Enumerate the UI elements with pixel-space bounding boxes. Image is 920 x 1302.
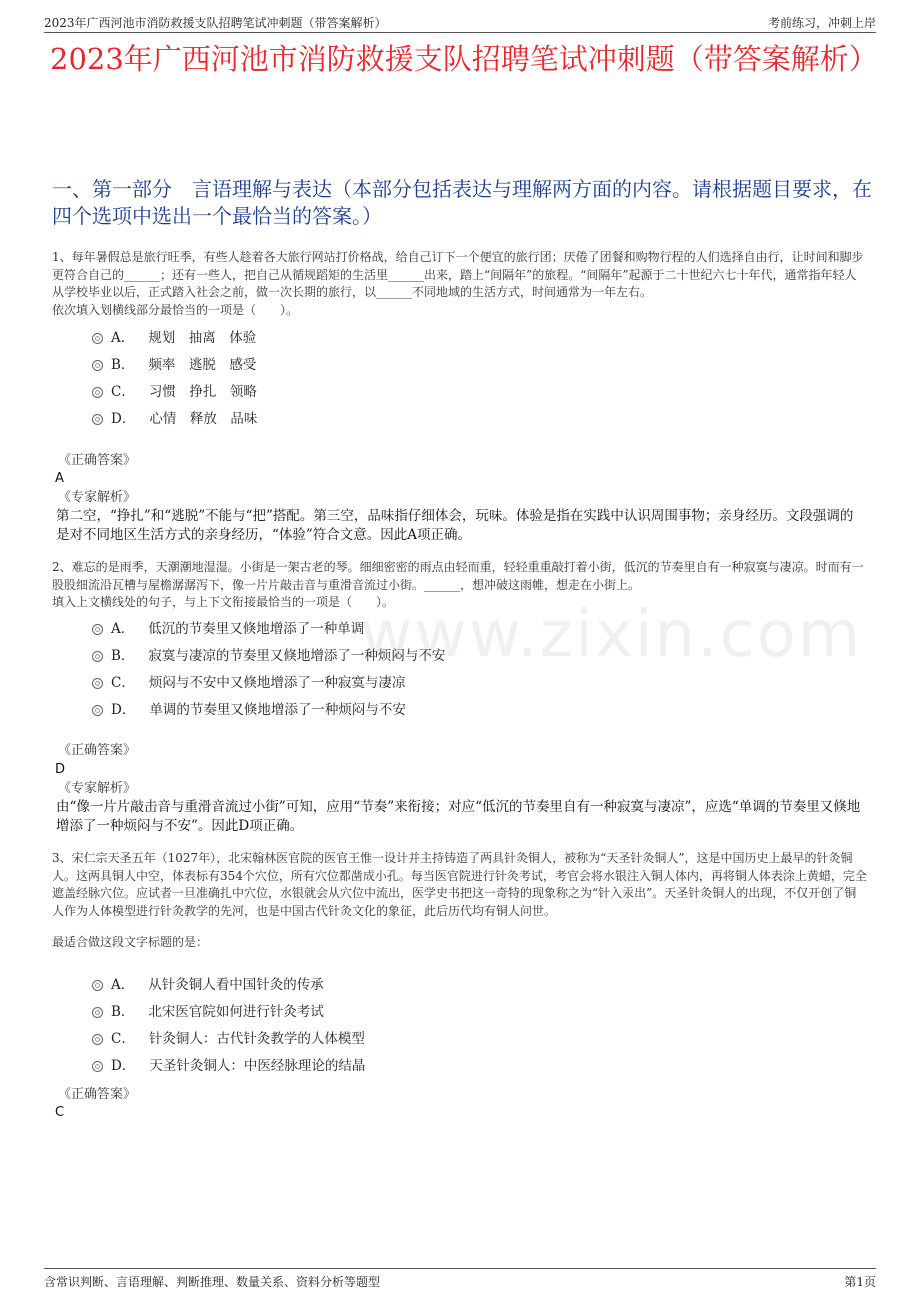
radio-icon[interactable] — [92, 705, 103, 716]
radio-icon[interactable] — [92, 360, 103, 371]
question-3-option-d[interactable]: D． 天圣针灸铜人：中医经脉理论的结晶 — [92, 1057, 365, 1075]
page-title: 2023年广西河池市消防救援支队招聘笔试冲刺题（带答案解析） — [50, 42, 878, 76]
answer-1: A — [55, 471, 64, 486]
radio-icon[interactable] — [92, 333, 103, 344]
question-1-option-b[interactable]: B． 频率 逃脱 感受 — [92, 356, 256, 374]
question-2-text — [52, 559, 868, 612]
explain-label-2: 《专家解析》 — [58, 781, 137, 796]
question-3-text — [52, 850, 868, 952]
header-slogan: 考前练习，冲刺上岸 — [767, 16, 876, 30]
question-1-body: 1、每年暑假总是旅行旺季，有些人趁着各大旅行网站打价格战，给自己订下一个便宜的旅行团；厌倦了团餐和购物行程的人们选择自由行，让时间和脚步更符合自己的______；还有一些人，把自己从循规蹈矩的生活里______出来，踏上“间隔年”的旅程。“间隔年”起源于二十世纪六七十年代，通常指年轻人从学校毕业以后，正式踏入社会之前，做一次长期的旅行，以______不同地域的生活方式，时间通常为一年左右。 — [52, 250, 864, 299]
radio-icon[interactable] — [92, 624, 103, 635]
radio-icon[interactable] — [92, 651, 103, 662]
question-2-body: 2、难忘的是雨季，天潮潮地湿湿。小街是一架古老的琴。细细密密的雨点由轻而重，轻轻重重敲打着小街，低沉的节奏里自有一种寂寞与凄凉。时而有一股股细流沿瓦槽与屋檐潺潺泻下，像一片片敲击音与重滑音流过小街。______，想冲破这雨帷，想走在小街上。 — [52, 560, 864, 592]
watermark: www.zixin.com — [360, 598, 863, 672]
explanation-2: 由“像一片片敲击音与重滑音流过小街”可知，应用“节奏”来衔接；对应“低沉的节奏里自有一种寂寞与凄凉”，应选“单调的节奏里又倏地增添了一种烦闷与不安”。因此D项正确。 — [56, 799, 861, 834]
section-heading: 一、第一部分 言语理解与表达（本部分包括表达与理解两方面的内容。请根据题目要求，在四个选项中选出一个最恰当的答案。） — [52, 177, 872, 228]
question-2-option-b[interactable]: B． 寂寞与凄凉的节奏里又倏地增添了一种烦闷与不安 — [92, 647, 445, 665]
question-1-text — [52, 249, 868, 319]
question-1-prompt: 依次填入划横线部分最恰当的一项是（ ）。 — [52, 302, 299, 317]
question-1-option-a[interactable]: A． 规划 抽离 体验 — [92, 329, 256, 347]
answer-2: D — [55, 762, 66, 777]
question-2-prompt: 填入上文横线处的句子，与上下文衔接最恰当的一项是（ ）。 — [52, 595, 395, 609]
radio-icon[interactable] — [92, 1061, 103, 1072]
question-3-body: 3、宋仁宗天圣五年（1027年），北宋翰林医官院的医官王惟一设计并主持铸造了两具针灸铜人，被称为“天圣针灸铜人”，这是中国历史上最早的针灸铜人。这两具铜人中空，体表标有354个穴位，所有穴位都凿成小孔。每当医官院进行针灸考试，考官会将水银注入铜人体内，再将铜人体表涂上黄蜡，完全遮盖经脉穴位。应试者一旦准确扎中穴位，水银就会从穴位中流出，医学史书把这一奇特的现象称之为“针入汞出”。天圣针灸铜人的出现，不仅开创了铜人作为人体模型进行针灸教学的先河，也是中国古代针灸文化的象征，此后历代均有铜人问世。 — [52, 851, 867, 918]
question-3-option-b[interactable]: B． 北宋医官院如何进行针灸考试 — [92, 1003, 324, 1021]
answer-label-2: 《正确答案》 — [58, 743, 137, 758]
radio-icon[interactable] — [92, 1007, 103, 1018]
radio-icon[interactable] — [92, 980, 103, 991]
page-footer — [44, 1268, 876, 1291]
question-3-prompt: 最适合做这段文字标题的是： — [52, 935, 209, 949]
radio-icon[interactable] — [92, 1034, 103, 1045]
question-3-option-c[interactable]: C． 针灸铜人：古代针灸教学的人体模型 — [92, 1030, 365, 1048]
answer-3: C — [55, 1105, 65, 1120]
question-2-option-a[interactable]: A． 低沉的节奏里又倏地增添了一种单调 — [92, 620, 364, 638]
page-number: 第1页 — [844, 1275, 876, 1289]
question-1-option-c[interactable]: C． 习惯 挣扎 领略 — [92, 383, 257, 401]
explain-label-1: 《专家解析》 — [58, 490, 137, 505]
explanation-1: 第二空，“挣扎”和“逃脱”不能与“把”搭配。第三空，品味指仔细体会，玩味。体验是指在实践中认识周围事物；亲身经历。文段强调的是对不同地区生活方式的亲身经历，“体验”符合文意。因此A项正确。 — [56, 508, 854, 543]
answer-label-1: 《正确答案》 — [58, 453, 137, 468]
question-1-option-d[interactable]: D． 心情 释放 品味 — [92, 410, 257, 428]
footer-description: 含常识判断、言语理解、判断推理、数量关系、资料分析等题型 — [44, 1275, 381, 1289]
page-header — [44, 10, 876, 33]
question-2-option-d[interactable]: D． 单调的节奏里又倏地增添了一种烦闷与不安 — [92, 701, 406, 719]
radio-icon[interactable] — [92, 387, 103, 398]
radio-icon[interactable] — [92, 678, 103, 689]
question-3-option-a[interactable]: A． 从针灸铜人看中国针灸的传承 — [92, 976, 324, 994]
answer-label-3: 《正确答案》 — [58, 1087, 137, 1102]
radio-icon[interactable] — [92, 414, 103, 425]
question-2-option-c[interactable]: C． 烦闷与不安中又倏地增添了一种寂寞与凄凉 — [92, 674, 405, 692]
header-doc-title: 2023年广西河池市消防救援支队招聘笔试冲刺题（带答案解析） — [44, 16, 387, 30]
